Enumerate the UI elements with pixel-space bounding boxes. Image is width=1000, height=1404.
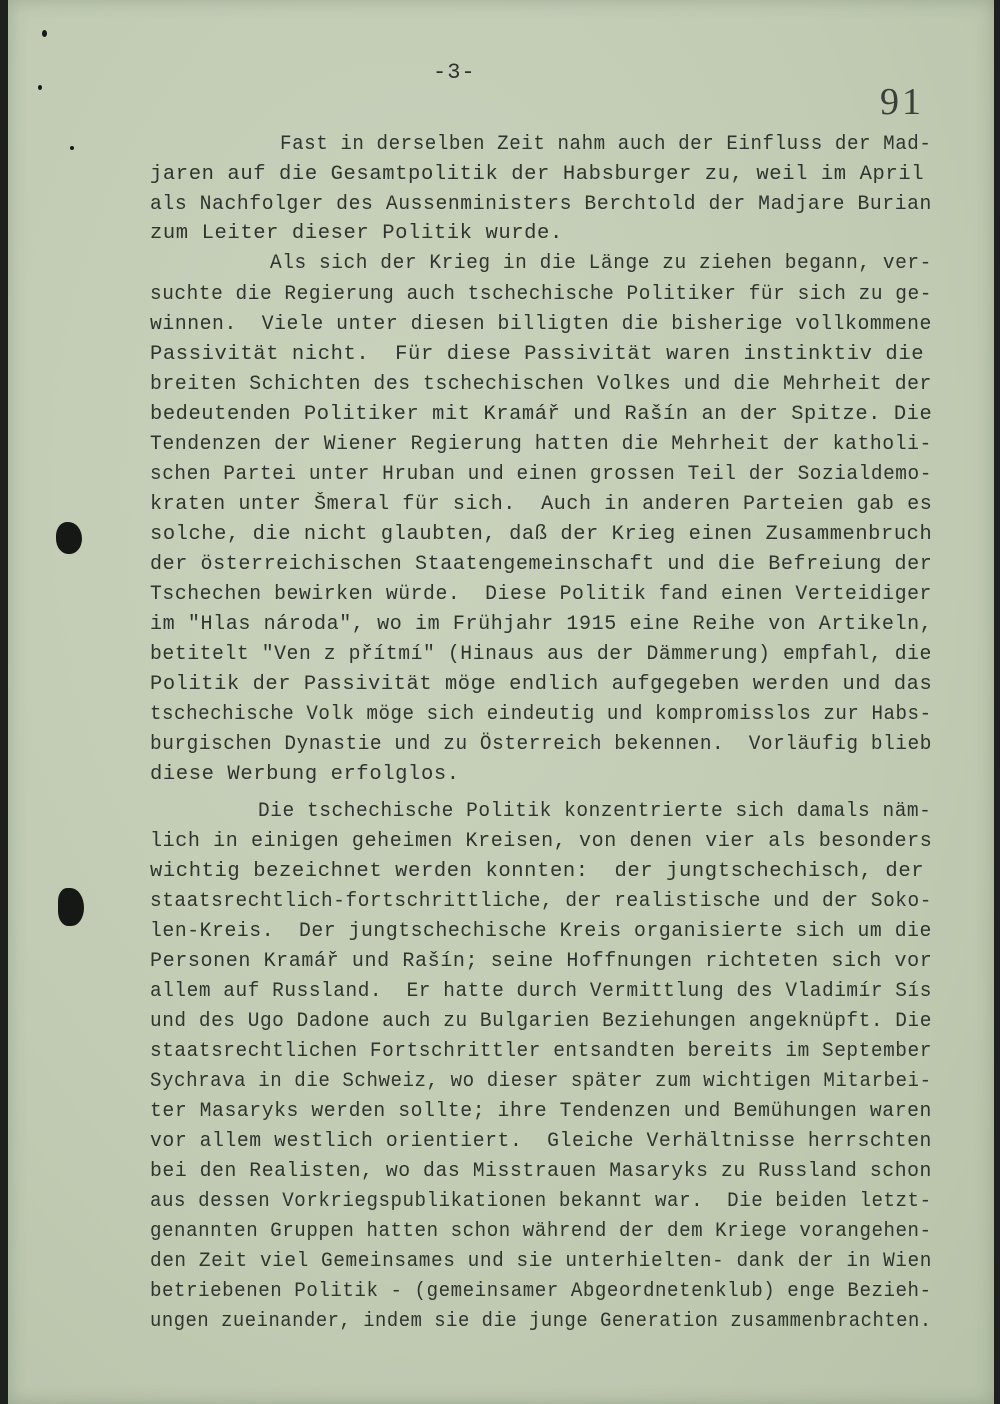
text-line: den Zeit viel Gemeinsames und sie unterhielten- dank der in Wien	[150, 1250, 932, 1273]
text-line: Tendenzen der Wiener Regierung hatten die Mehrheit der katholi-	[150, 433, 932, 456]
text-line: als Nachfolger des Aussenministers Berchtold der Madjare Burian	[150, 193, 932, 216]
ink-blot-mark	[58, 888, 84, 926]
text-line: kraten unter Šmeral für sich. Auch in anderen Parteien gab es	[150, 493, 933, 516]
text-line: der österreichischen Staatengemeinschaft und die Befreiung der	[150, 553, 933, 576]
text-line: burgischen Dynastie und zu Österreich bekennen. Vorläufig blieb	[150, 733, 932, 756]
page-number: -3-	[433, 60, 476, 85]
folio-number: 91	[880, 81, 924, 123]
text-line: Als sich der Krieg in die Länge zu ziehen begann, ver-	[270, 252, 932, 275]
text-line: Sychrava in die Schweiz, wo dieser später zum wichtigen Mitarbei-	[150, 1070, 932, 1093]
text-line: aus dessen Vorkriegspublikationen bekannt war. Die beiden letzt-	[150, 1190, 932, 1213]
text-line: bedeutenden Politiker mit Kramář und Rašín an der Spitze. Die	[150, 403, 933, 426]
text-line: Politik der Passivität möge endlich aufgegeben werden und das	[150, 673, 933, 696]
text-line: suchte die Regierung auch tschechische Politiker für sich zu ge-	[150, 283, 932, 306]
text-line: jaren auf die Gesamtpolitik der Habsburger zu, weil im April	[150, 163, 925, 186]
text-line: solche, die nicht glaubten, daß der Krieg einen Zusammenbruch	[150, 523, 933, 546]
text-line: winnen. Viele unter diesen billigten die bisherige vollkommene	[150, 313, 932, 336]
text-line: zum Leiter dieser Politik wurde.	[150, 222, 563, 245]
text-line: allem auf Russland. Er hatte durch Vermittlung des Vladimír Sís	[150, 980, 932, 1003]
text-line: lich in einigen geheimen Kreisen, von denen vier als besonders	[150, 830, 933, 853]
text-line: betitelt "Ven z přítmí" (Hinaus aus der Dämmerung) empfahl, die	[150, 643, 932, 666]
text-line: betriebenen Politik - (gemeinsamer Abgeordnetenklub) enge Bezieh-	[150, 1280, 932, 1303]
text-line: vor allem westlich orientiert. Gleiche Verhältnisse herrschten	[150, 1130, 932, 1153]
text-line: bei den Realisten, wo das Misstrauen Masaryks zu Russland schon	[150, 1160, 932, 1183]
ink-blot-mark	[56, 522, 82, 554]
text-line: Tschechen bewirken würde. Diese Politik fand einen Verteidiger	[150, 583, 932, 606]
text-line: wichtig bezeichnet werden konnten: der jungtschechisch, der	[150, 860, 925, 883]
text-line: staatsrechtlich-fortschrittliche, der realistische und der Soko-	[150, 890, 932, 913]
text-line: diese Werbung erfolglos.	[150, 763, 460, 786]
text-line: Passivität nicht. Für diese Passivität waren instinktiv die	[150, 343, 925, 366]
text-line: genannten Gruppen hatten schon während der dem Kriege vorangehen-	[150, 1220, 932, 1243]
text-line: Fast in derselben Zeit nahm auch der Einfluss der Mad-	[280, 133, 932, 156]
binding-hole-mark	[42, 30, 47, 37]
text-line: ter Masaryks werden sollte; ihre Tendenzen und Bemühungen waren	[150, 1100, 932, 1123]
binding-hole-mark	[38, 85, 42, 90]
binding-hole-mark	[70, 146, 74, 150]
text-line: breiten Schichten des tschechischen Volkes und die Mehrheit der	[150, 373, 932, 396]
text-line: schen Partei unter Hruban und einen grossen Teil der Sozialdemo-	[150, 463, 932, 486]
text-line: staatsrechtlichen Fortschrittler entsandten bereits im September	[150, 1040, 932, 1063]
text-line: und des Ugo Dadone auch zu Bulgarien Beziehungen angeknüpft. Die	[150, 1010, 932, 1033]
text-line: ungen zueinander, indem sie die junge Generation zusammenbrachten.	[150, 1310, 932, 1333]
text-line: Die tschechische Politik konzentrierte sich damals näm-	[258, 800, 932, 823]
text-line: im "Hlas národa", wo im Frühjahr 1915 eine Reihe von Artikeln,	[150, 613, 933, 636]
text-line: Personen Kramář und Rašín; seine Hoffnungen richteten sich vor	[150, 950, 933, 973]
paper-sheet	[8, 0, 994, 1404]
text-line: tschechische Volk möge sich eindeutig und kompromisslos zur Habs-	[150, 703, 932, 726]
text-line: len-Kreis. Der jungtschechische Kreis organisierte sich um die	[150, 920, 932, 943]
